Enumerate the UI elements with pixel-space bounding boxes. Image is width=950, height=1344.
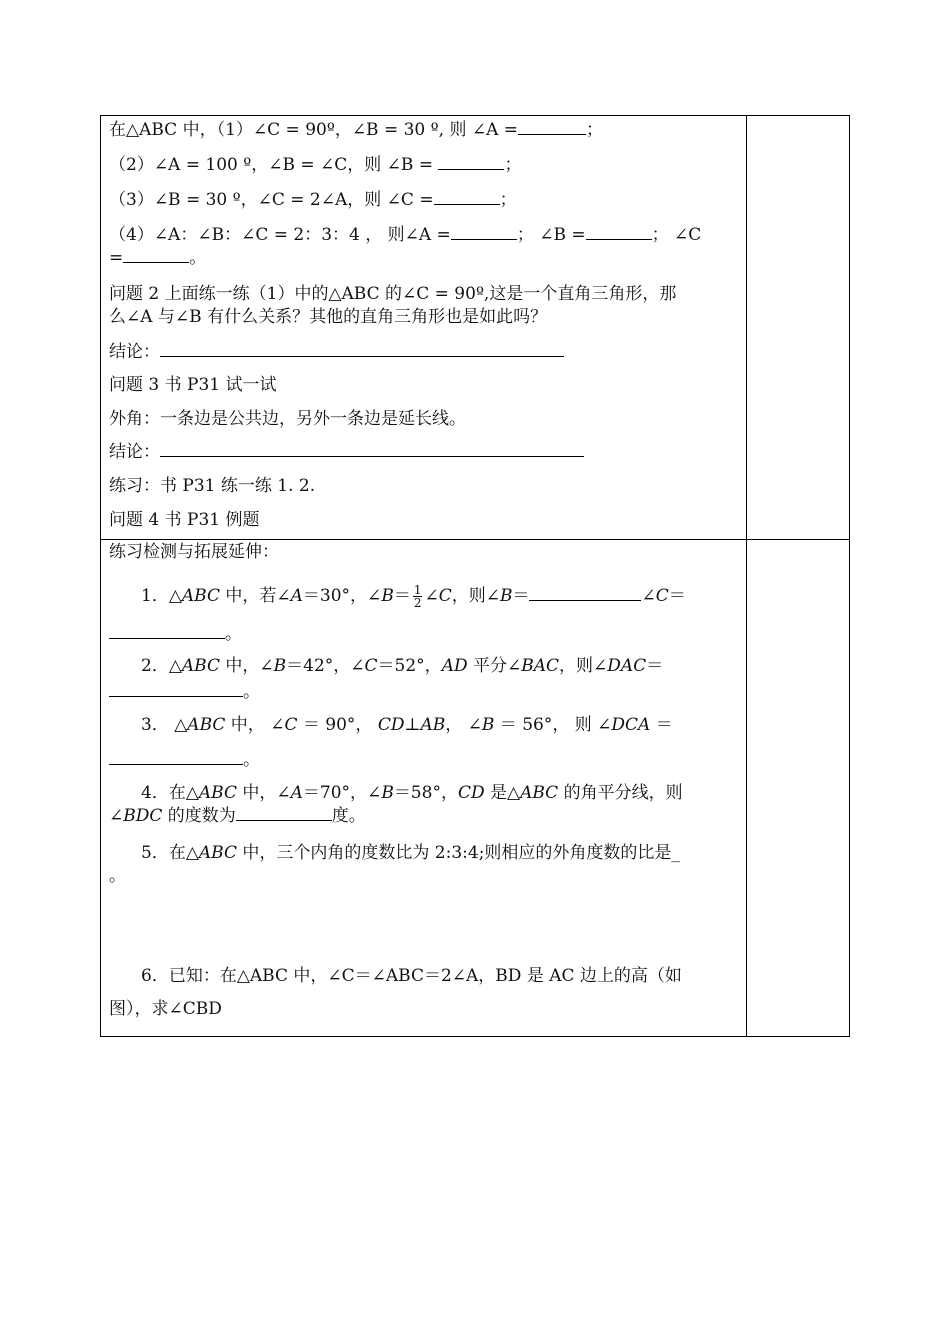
fraction-one-half: $\frac{1}{2}$ [413, 583, 422, 610]
conclusion-2: 结论： [109, 441, 584, 463]
practice-line: 练习：书 P31 练一练 1. 2. [109, 476, 316, 496]
answer-blank [518, 120, 586, 135]
exercise-5: 5．在△ABC 中，三个内角的度数比为 2:3:4;则相应的外角度数的比是_ [141, 843, 680, 863]
exercise-1: 1．△ABC 中，若∠A＝30°，∠B＝ $\frac{1}{2}$ ∠C，则∠B＝ ∠C＝ [141, 583, 686, 610]
problem-4: 问题 4 书 P31 例题 [109, 510, 260, 530]
answer-blank [529, 586, 641, 601]
answer-blank [109, 682, 243, 697]
column-divider [746, 116, 747, 1036]
question-4-cont: = 。 [109, 248, 207, 268]
answer-blank [434, 190, 500, 205]
answer-blank [236, 806, 332, 821]
exercise-4: 4．在△ABC 中，∠A＝70°，∠B＝58°，CD 是△ABC 的角平分线，则 [141, 783, 683, 803]
answer-blank [586, 225, 652, 240]
exercise-2: 2．△ABC 中，∠B＝42°，∠C＝52°，AD 平分∠BAC，则∠DAC＝ [141, 656, 664, 676]
exercise-5-cont: 。 [109, 866, 126, 886]
exercise-6-line-2: 图），求∠CBD [109, 999, 222, 1019]
answer-blank [109, 750, 243, 765]
answer-blank [123, 248, 189, 263]
exercise-6-line-1: 6．已知：在△ABC 中，∠C＝∠ABC＝2∠A，BD 是 AC 边上的高（如 [141, 966, 682, 986]
question-2: （2）∠A = 100 º，∠B = ∠C，则 ∠B = ； [109, 155, 522, 175]
exercise-3: 3． △ABC 中， ∠C ＝ 90°， CD⊥AB， ∠B ＝ 56°， 则 ∠DCA ＝ [141, 715, 673, 735]
answer-blank [160, 342, 564, 357]
section-2-heading: 练习检测与拓展延伸： [109, 542, 279, 562]
conclusion-1: 结论： [109, 341, 564, 363]
exercise-3-cont: 。 [109, 749, 260, 771]
question-1: 在△ABC 中，（1）∠C = 90º，∠B = 30 º, 则 ∠A = ； [109, 120, 604, 140]
problem-2-line-1: 问题 2 上面练一练（1）中的△ABC 的∠C = 90º,这是一个直角三角形，那 [109, 284, 677, 304]
exercise-2-cont: 。 [109, 681, 260, 703]
question-4: （4）∠A：∠B：∠C = 2：3：4 ， 则∠A = ； ∠B = ； ∠C [109, 225, 702, 245]
exterior-angle-definition: 外角：一条边是公共边，另外一条边是延长线。 [109, 409, 466, 429]
problem-3: 问题 3 书 P31 试一试 [109, 375, 277, 395]
answer-blank [109, 624, 225, 639]
answer-blank [438, 155, 504, 170]
exercise-4-cont: ∠BDC 的度数为 度。 [109, 806, 366, 826]
worksheet-table [100, 115, 850, 1037]
question-3: （3）∠B = 30 º，∠C = 2∠A，则 ∠C = ； [109, 190, 517, 210]
answer-blank [451, 225, 517, 240]
answer-blank [160, 442, 584, 457]
exercise-1-cont: 。 [109, 623, 242, 645]
row-divider [101, 539, 849, 540]
problem-2-line-2: 么∠A 与∠B 有什么关系？其他的直角三角形也是如此吗？ [109, 307, 548, 327]
